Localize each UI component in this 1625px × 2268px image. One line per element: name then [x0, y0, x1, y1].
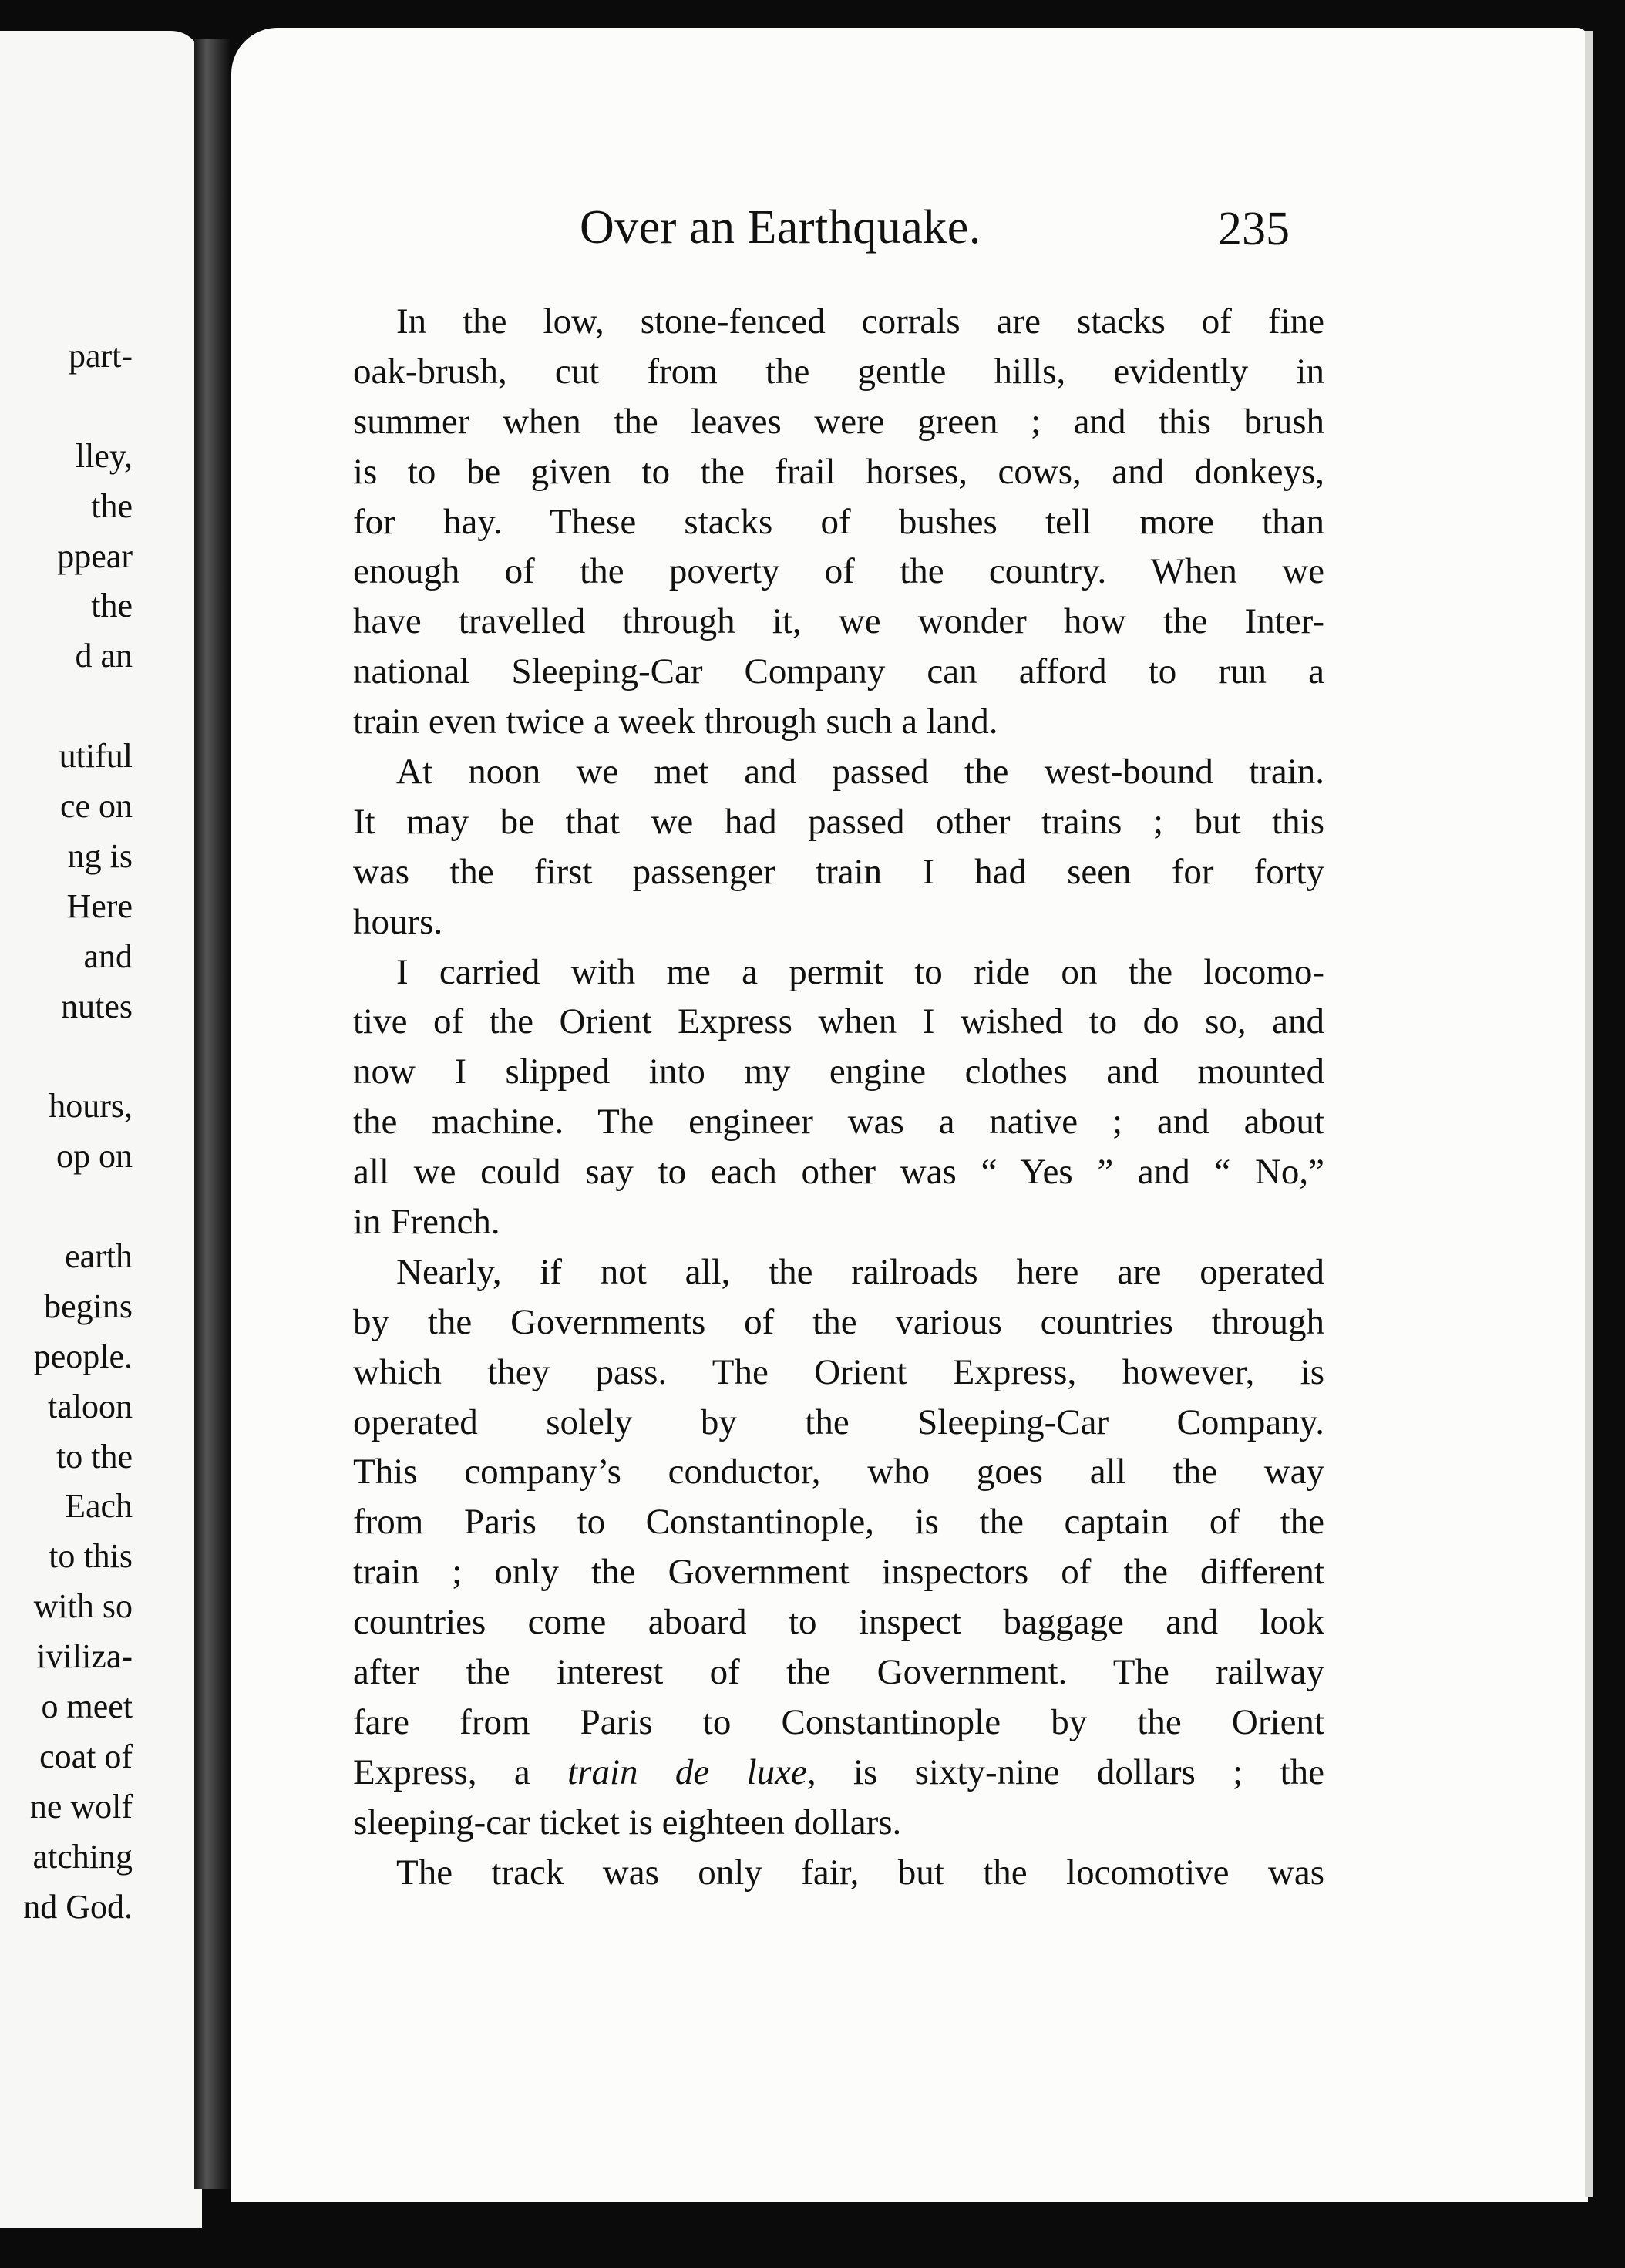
left-fragment [23, 1182, 133, 1232]
text-line: In the low, stone-fenced corrals are stacks of fine [396, 301, 1324, 342]
text-run: is sixty-nine dollars ; the [816, 1751, 1324, 1792]
left-fragment: taloon [48, 1387, 133, 1425]
left-fragment [23, 1031, 133, 1082]
paragraph [353, 297, 1324, 747]
left-fragment: ne wolf [29, 1787, 133, 1826]
page-number: 235 [1218, 203, 1290, 255]
left-fragment: Here [66, 887, 133, 925]
left-fragment: utiful [59, 737, 133, 776]
left-fragment: ng is [67, 836, 133, 875]
text-line: At noon we met and passed the west-bound train. [396, 752, 1324, 792]
left-fragment: nutes [61, 987, 133, 1025]
text-line: from Paris to Constantinople, is the captain of the [353, 1502, 1324, 1543]
italic-phrase: train de luxe, [567, 1751, 816, 1792]
text-line: This company’s conductor, who goes all the way [353, 1452, 1324, 1492]
text-line: all we could say to each other was “ Yes ” and “ No,” [353, 1152, 1324, 1193]
left-fragment: coat of [39, 1737, 133, 1775]
text-line: have travelled through it, we wonder how the Inter- [353, 601, 1324, 642]
left-fragment: people. [33, 1337, 133, 1375]
left-fragment: ce on [59, 787, 133, 826]
left-fragment: the [91, 486, 133, 525]
left-fragment: d an [75, 637, 133, 675]
text-line: enough of the poverty of the country. When we [353, 551, 1324, 592]
text-line: train even twice a week through such a land. [353, 702, 998, 742]
text-line: which they pass. The Orient Express, however, is [353, 1351, 1324, 1392]
left-fragment: earth [65, 1237, 133, 1276]
left-fragment: lley, [75, 436, 133, 475]
text-run: Express, a [353, 1751, 568, 1792]
text-line: summer when the leaves were green ; and this brush [353, 401, 1324, 442]
text-line: was the first passenger train I had seen for forty [353, 851, 1324, 892]
left-fragment: to the [56, 1437, 133, 1476]
left-fragment: iviliza- [36, 1637, 133, 1676]
text-line: after the interest of the Government. The railway [353, 1652, 1324, 1693]
paragraph [353, 1247, 1324, 1848]
left-fragment: hours, [49, 1087, 133, 1126]
left-fragment [23, 382, 133, 432]
text-line: for hay. These stacks of bushes tell more than [353, 501, 1324, 542]
left-fragment: ppear [57, 537, 133, 575]
text-line: tive of the Orient Express when I wished to do so, and [353, 1001, 1324, 1042]
text-line: in French. [353, 1202, 500, 1243]
text-line: train ; only the Government inspectors of the different [353, 1552, 1324, 1593]
paragraph [353, 747, 1324, 947]
text-line: hours. [353, 901, 443, 942]
text-line: sleeping-car ticket is eighteen dollars. [353, 1802, 902, 1842]
left-fragment: nd God. [23, 1887, 133, 1926]
text-line: Nearly, if not all, the railroads here are operated [396, 1251, 1324, 1292]
text-line-with-italic [353, 1748, 1324, 1798]
paragraph [353, 947, 1324, 1247]
right-page-edge [1585, 31, 1593, 2197]
text-line: is to be given to the frail horses, cows, and donkeys, [353, 451, 1324, 492]
left-fragment [23, 681, 133, 732]
left-page [0, 31, 202, 2228]
text-line: by the Governments of the various countries through [353, 1301, 1324, 1342]
text-line: countries come aboard to inspect baggage and look [353, 1602, 1324, 1643]
text-line: I carried with me a permit to ride on the locomo- [396, 951, 1324, 992]
text-line: fare from Paris to Constantinople by the Orient [353, 1701, 1324, 1742]
left-fragment: and [83, 937, 133, 975]
left-fragment: the [91, 587, 133, 625]
text-line: It may be that we had passed other trains ; but this [353, 801, 1324, 842]
running-head: Over an Earthquake. [580, 201, 981, 254]
text-line: the machine. The engineer was a native ; and about [353, 1102, 1324, 1142]
left-fragment: part- [68, 337, 133, 375]
left-fragment: op on [56, 1137, 133, 1176]
left-fragment: atching [32, 1837, 133, 1876]
left-fragment: o meet [41, 1688, 133, 1726]
text-line: The track was only fair, but the locomotive was [396, 1852, 1324, 1893]
text-line: oak-brush, cut from the gentle hills, evidently in [353, 351, 1324, 392]
left-fragment: begins [44, 1287, 133, 1325]
book-spine [194, 39, 230, 2189]
paragraph [353, 1848, 1324, 1898]
text-line: now I slipped into my engine clothes and mounted [353, 1052, 1324, 1092]
text-line: national Sleeping-Car Company can afford to run a [353, 651, 1324, 692]
left-fragment: with so [33, 1587, 133, 1626]
page-body-text [353, 297, 1324, 1898]
left-fragment: Each [65, 1487, 133, 1526]
left-fragment: to this [49, 1537, 133, 1576]
text-line: operated solely by the Sleeping-Car Company. [353, 1402, 1324, 1442]
left-page-text-fragments [23, 331, 133, 1933]
